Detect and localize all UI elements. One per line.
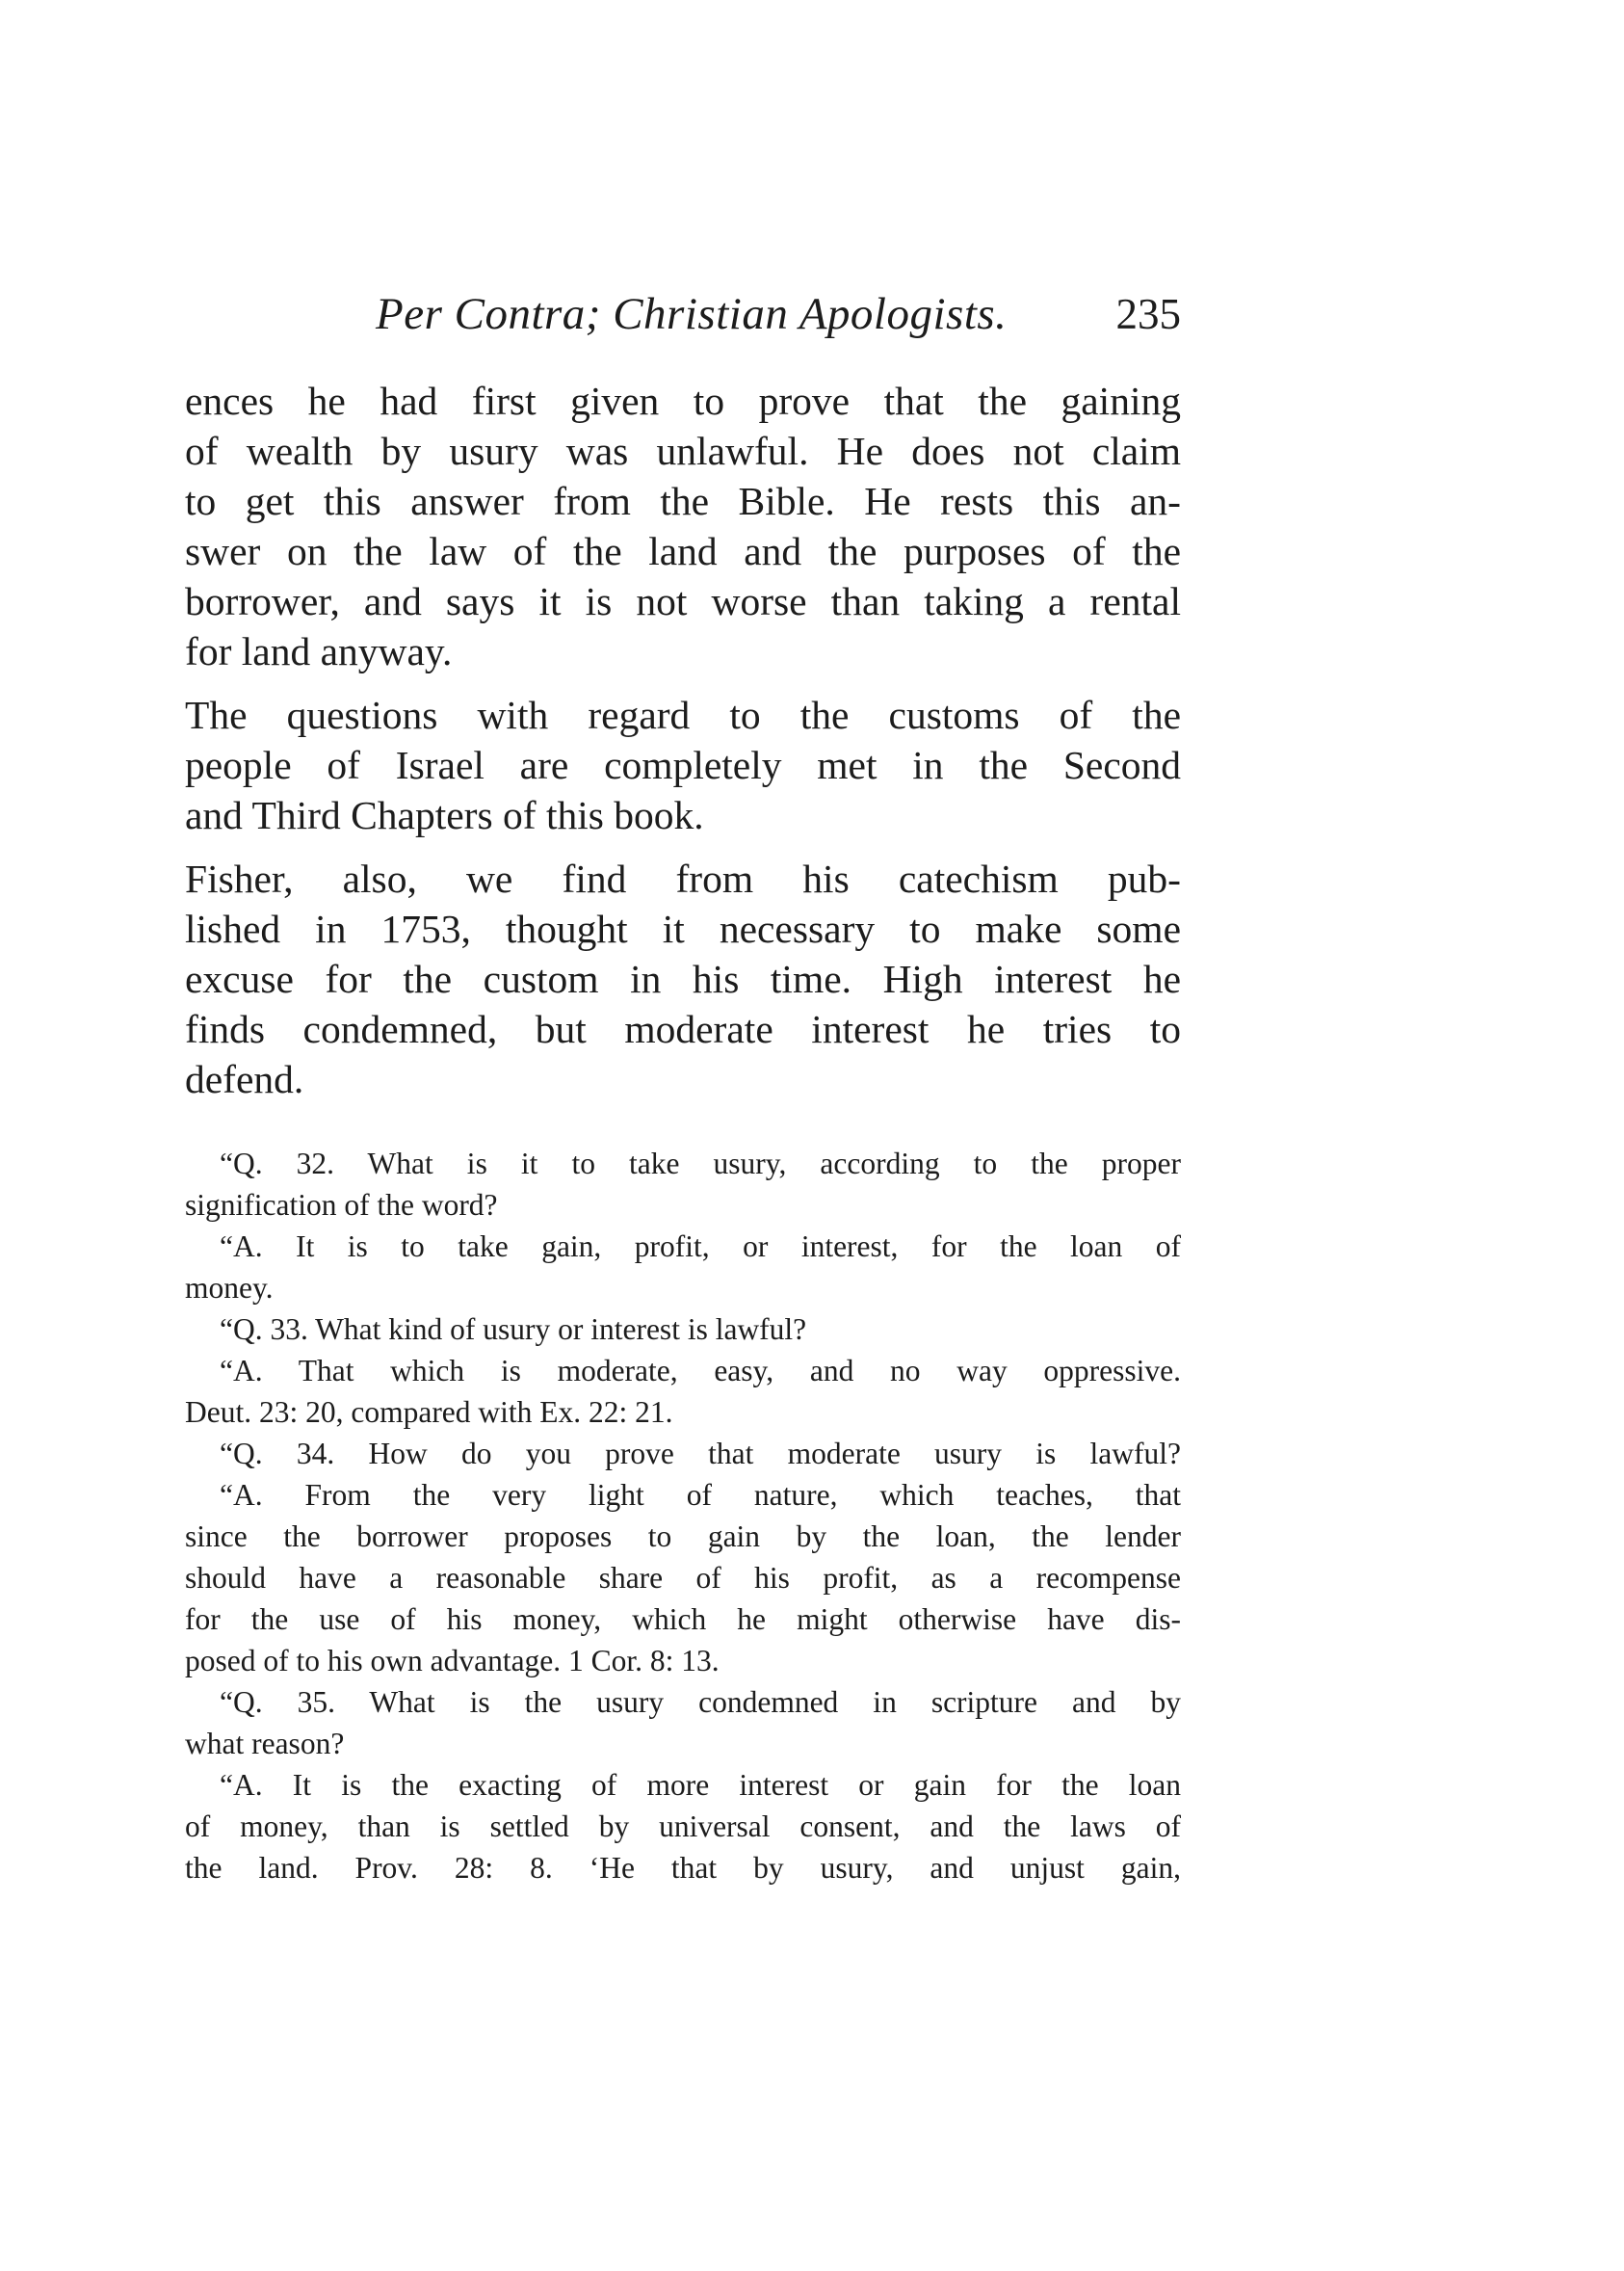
catechism-quote (185, 1143, 1181, 1888)
quote-line: money. (185, 1271, 274, 1305)
paragraph-usury-answer (185, 376, 1181, 676)
quote-line: Deut. 23: 20, compared with Ex. 22: 21. (185, 1395, 673, 1429)
catechism-answer-35 (185, 1764, 1181, 1888)
quote-line: for the use of his money, which he might otherwise have dis- (185, 1602, 1181, 1636)
text-line: borrower, and says it is not worse than taking a rental (185, 579, 1181, 623)
text-line: Fisher, also, we find from his catechism pub- (185, 857, 1181, 901)
catechism-answer-34 (185, 1474, 1181, 1681)
quote-line: of money, than is settled by universal consent, and the laws of (185, 1809, 1181, 1843)
text-line: people of Israel are completely met in the Second (185, 743, 1181, 787)
quote-line: “A. It is the exacting of more interest or gain for the loan (220, 1768, 1181, 1802)
catechism-question-35 (185, 1681, 1181, 1764)
text-line: swer on the law of the land and the purposes of the (185, 529, 1181, 573)
running-title: Per Contra; Christian Apologists. (376, 289, 1008, 339)
page-body (185, 376, 1181, 1888)
quote-line: posed of to his own advantage. 1 Cor. 8: 13. (185, 1644, 720, 1677)
quote-line: should have a reasonable share of his profit, as a recompense (185, 1561, 1181, 1595)
text-line: excuse for the custom in his time. High interest he (185, 957, 1181, 1001)
quote-line: the land. Prov. 28: 8. ‘He that by usury, and unjust gain, (185, 1851, 1181, 1885)
catechism-answer-32 (185, 1226, 1181, 1308)
quote-line: “A. That which is moderate, easy, and no way oppressive. (220, 1354, 1181, 1387)
text-line: of wealth by usury was unlawful. He does not claim (185, 429, 1181, 473)
quote-line: signification of the word? (185, 1188, 498, 1222)
text-line: lished in 1753, thought it necessary to make some (185, 907, 1181, 951)
text-line: and Third Chapters of this book. (185, 793, 704, 837)
running-head (183, 285, 1181, 353)
page-number: 235 (1115, 290, 1181, 338)
text-line: for land anyway. (185, 629, 453, 673)
catechism-question-34 (185, 1433, 1181, 1474)
quote-line: “Q. 33. What kind of usury or interest is lawful? (220, 1312, 807, 1346)
quote-line: what reason? (185, 1727, 345, 1760)
quote-line: “A. From the very light of nature, which teaches, that (220, 1478, 1181, 1512)
text-line: finds condemned, but moderate interest he tries to (185, 1007, 1181, 1051)
catechism-question-32 (185, 1143, 1181, 1226)
quote-line: “Q. 34. How do you prove that moderate usury is lawful? (220, 1437, 1181, 1470)
quote-line: “Q. 35. What is the usury condemned in scripture and by (220, 1685, 1181, 1719)
catechism-question-33 (185, 1308, 1181, 1350)
catechism-answer-33 (185, 1350, 1181, 1433)
text-line: to get this answer from the Bible. He rests this an- (185, 479, 1181, 523)
paragraph-fisher-catechism (185, 854, 1181, 1104)
text-line: ences he had first given to prove that the gaining (185, 379, 1181, 423)
text-line: defend. (185, 1057, 304, 1101)
quote-line: “Q. 32. What is it to take usury, according to the proper (220, 1147, 1181, 1180)
quote-line: “A. It is to take gain, profit, or interest, for the loan of (220, 1229, 1181, 1263)
paragraph-israel-customs (185, 690, 1181, 840)
text-line: The questions with regard to the customs of the (185, 693, 1181, 737)
quote-line: since the borrower proposes to gain by the loan, the lender (185, 1519, 1181, 1553)
